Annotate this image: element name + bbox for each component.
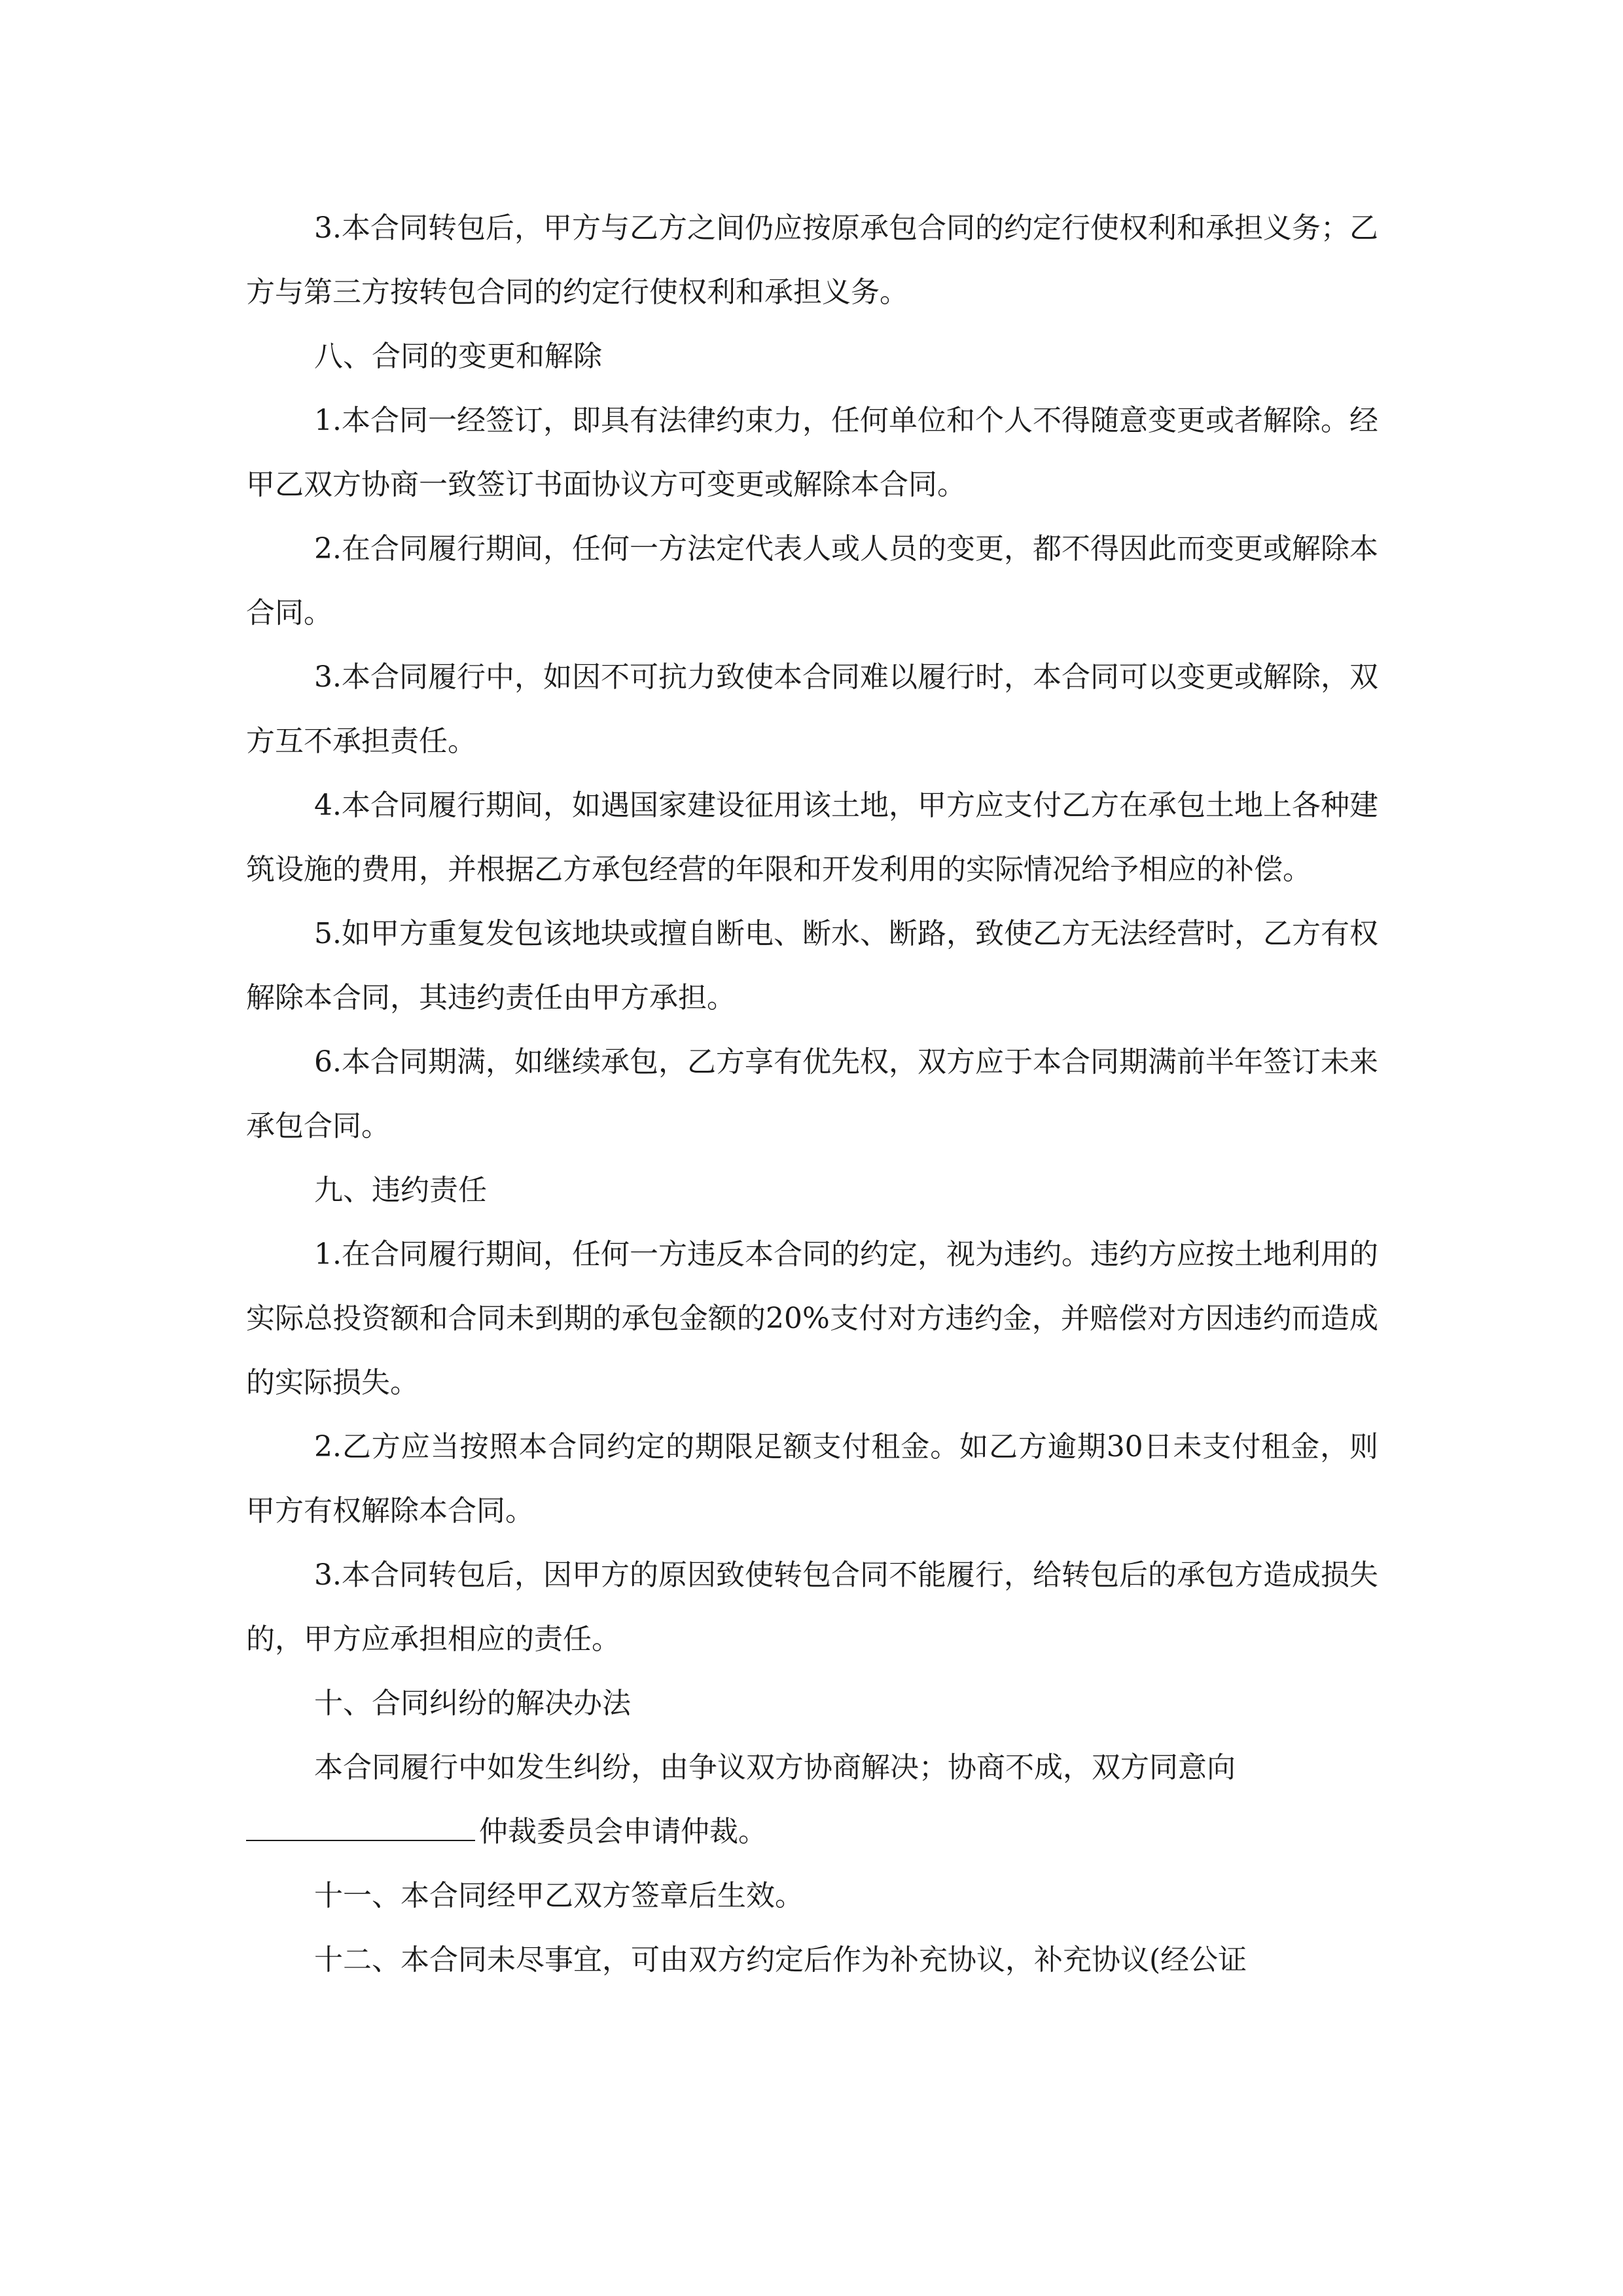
- clause-breach-1: 1.在合同履行期间，任何一方违反本合同的约定，视为违约。违约方应按土地利用的实际总投资额和合同未到期的承包金额的20%支付对方违约金，并赔偿对方因违约而造成的实际损失。: [246, 1238, 1378, 1399]
- clause-breach-3: 3.本合同转包后，因甲方的原因致使转包合同不能履行，给转包后的承包方造成损失的，甲方应承担相应的责任。: [246, 1558, 1378, 1656]
- section-heading-10: 十、合同纠纷的解决办法: [314, 1687, 631, 1720]
- clause-change-1: 1.本合同一经签订，即具有法律约束力，任何单位和个人不得随意变更或者解除。经甲乙双方协商一致签订书面协议方可变更或解除本合同。: [246, 404, 1378, 501]
- clause-dispute-tail: 仲裁委员会申请仲裁。: [479, 1815, 767, 1848]
- clause-dispute-continued: [246, 1800, 1378, 1864]
- clause-change-2: 2.在合同履行期间，任何一方法定代表人或人员的变更，都不得因此而变更或解除本合同。: [246, 532, 1378, 630]
- section-heading-9: 九、违约责任: [314, 1174, 487, 1207]
- section-heading-8: 八、合同的变更和解除: [314, 340, 602, 373]
- arbitration-blank-line[interactable]: [246, 1811, 475, 1841]
- clause-change-6: 6.本合同期满，如继续承包，乙方享有优先权，双方应于本合同期满前半年签订未来承包合同。: [246, 1045, 1378, 1143]
- clause-change-3: 3.本合同履行中，如因不可抗力致使本合同难以履行时，本合同可以变更或解除，双方互不承担责任。: [246, 660, 1378, 758]
- clause-change-4: 4.本合同履行期间，如遇国家建设征用该土地，甲方应支付乙方在承包土地上各种建筑设施的费用，并根据乙方承包经营的年限和开发利用的实际情况给予相应的补偿。: [246, 789, 1378, 886]
- clause-change-5: 5.如甲方重复发包该地块或擅自断电、断水、断路，致使乙方无法经营时，乙方有权解除本合同，其违约责任由甲方承担。: [246, 917, 1378, 1014]
- clause-transfer-3: 3.本合同转包后，甲方与乙方之间仍应按原承包合同的约定行使权利和承担义务；乙方与第三方按转包合同的约定行使权利和承担义务。: [246, 211, 1378, 309]
- clause-dispute: 本合同履行中如发生纠纷，由争议双方协商解决；协商不成，双方同意向: [314, 1751, 1236, 1784]
- section-heading-12: 十二、本合同未尽事宜，可由双方约定后作为补充协议，补充协议(经公证: [314, 1943, 1247, 1977]
- section-heading-11: 十一、本合同经甲乙双方签章后生效。: [314, 1879, 804, 1912]
- clause-breach-2: 2.乙方应当按照本合同约定的期限足额支付租金。如乙方逾期30日未支付租金，则甲方有权解除本合同。: [246, 1430, 1378, 1528]
- document-body: [246, 196, 1378, 1992]
